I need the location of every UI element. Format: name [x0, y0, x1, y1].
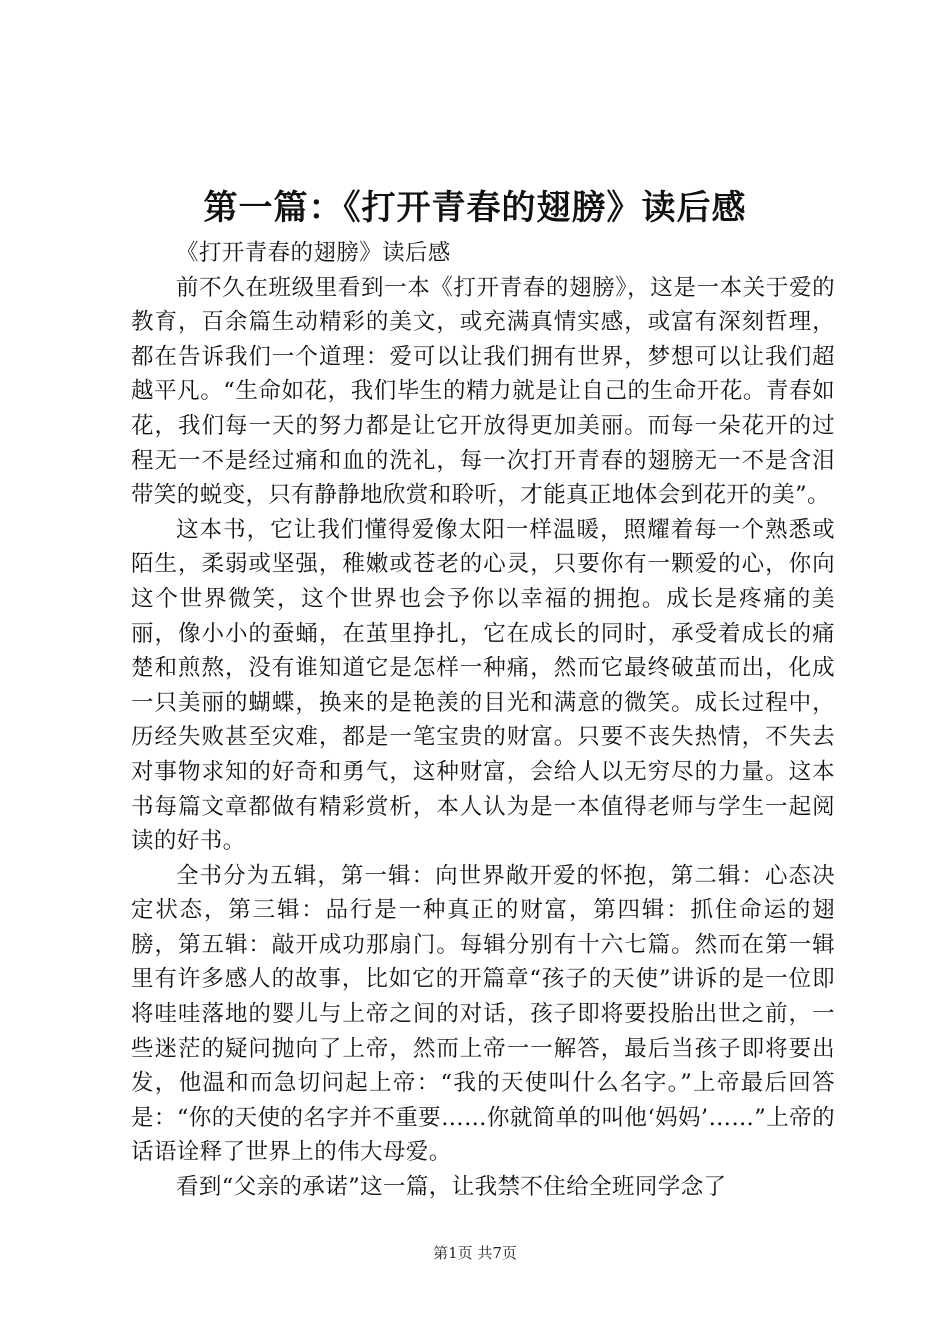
document-body: [131, 236, 835, 1205]
paragraph: 这本书，它让我们懂得爱像太阳一样温暖，照耀着每一个熟悉或陌生，柔弱或坚强，稚嫩或苍老的心灵，只要你有一颗爱的心，你向这个世界微笑，这个世界也会予你以幸福的拥抱。成长是疼痛的美丽，像小小的蚕蛹，在茧里挣扎，它在成长的同时，承受着成长的痛楚和煎熬，没有谁知道它是怎样一种痛，然而它最终破茧而出，化成一只美丽的蝴蝶，换来的是艳羡的目光和满意的微笑。成长过程中，历经失败甚至灾难，都是一笔宝贵的财富。只要不丧失热情，不失去对事物求知的好奇和勇气，这种财富，会给人以无穷尽的力量。这本书每篇文章都做有精彩赏析，本人认为是一本值得老师与学生一起阅读的好书。: [131, 516, 835, 855]
page-number-footer: 第1页 共7页: [433, 1244, 517, 1262]
paragraph: 前不久在班级里看到一本《打开青春的翅膀》，这是一本关于爱的教育，百余篇生动精彩的美文，或充满真情实感，或富有深刻哲理，都在告诉我们一个道理：爱可以让我们拥有世界，梦想可以让我们超越平凡。“生命如花，我们毕生的精力就是让自己的生命开花。青春如花，我们每一天的努力都是让它开放得更加美丽。而每一朵花开的过程无一不是经过痛和血的洗礼，每一次打开青春的翅膀无一不是含泪带笑的蜕变，只有静静地欣赏和聆听，才能真正地体会到花开的美”。: [131, 274, 835, 509]
document-subtitle: 《打开青春的翅膀》读后感: [176, 240, 451, 266]
document-title: 第一篇：《打开青春的翅膀》读后感: [203, 188, 747, 228]
paragraph: 全书分为五辑，第一辑：向世界敞开爱的怀抱，第二辑：心态决定状态，第三辑：品行是一种真正的财富，第四辑：抓住命运的翅膀，第五辑：敲开成功那扇门。每辑分别有十六七篇。然而在第一辑里有许多感人的故事，比如它的开篇章“孩子的天使”讲诉的是一位即将哇哇落地的婴儿与上帝之间的对话，孩子即将要投胎出世之前，一些迷茫的疑问抛向了上帝，然而上帝一一解答，最后当孩子即将要出发，他温和而急切问起上帝：“我的天使叫什么名字。”上帝最后回答是：“你的天使的名字并不重要……你就简单的叫他‘妈妈’……”上帝的话语诠释了世界上的伟大母爱。: [131, 862, 835, 1166]
paragraph: 看到“父亲的承诺”这一篇，让我禁不住给全班同学念了: [176, 1174, 727, 1201]
